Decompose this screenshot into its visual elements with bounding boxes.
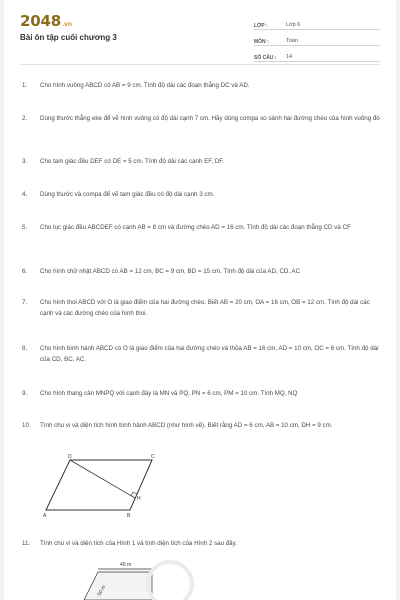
question-3 — [22, 156, 382, 167]
question-10 — [22, 420, 382, 431]
question-text: Tính chu vi và diện tích của Hình 1 và tính diện tích của Hình 2 sau đây. — [40, 540, 237, 547]
question-text: Cho hình bình hành ABCD có O là giao điểm của hai đường chéo và thỏa AB = 16 cm, AD = 10 cm, OC = 6 cm. Tính độ dài của CD, BC, AC. — [40, 345, 379, 363]
meta-label: MÔN : — [254, 39, 269, 45]
question-number: 8. — [22, 345, 28, 352]
question-number: 4. — [22, 191, 28, 198]
question-text: Cho hình thang cân MNPQ với cạnh đáy là MN và PQ, PN = 6 cm, PM = 10 cm. Tính MQ, NQ — [40, 390, 298, 397]
meta-row-class — [254, 16, 380, 30]
dimension-label-side: 50 m — [96, 584, 108, 597]
meta-row-count — [254, 48, 380, 62]
vertex-label-c: C — [151, 454, 155, 460]
watermark-ring — [148, 562, 192, 600]
question-11 — [22, 538, 382, 549]
question-5 — [22, 222, 382, 233]
question-number: 6. — [22, 268, 28, 275]
question-number: 9. — [22, 390, 28, 397]
question-text: Cho lục giác đều ABCDEF có cạnh AB = 8 cm và đường chéo AD = 16 cm. Tính độ dài các đoạn thẳng CD và CF — [40, 224, 351, 231]
question-number: 1. — [22, 82, 28, 89]
worksheet-title: Bài ôn tập cuối chương 3 — [20, 33, 117, 42]
question-text: Tính chu vi và diện tích hình bình hành ABCD (như hình vẽ). Biết rằng AD = 6 cm, AB = 10 cm, DH = 9 cm. — [40, 422, 333, 429]
header-divider — [20, 64, 380, 65]
height-segment-dh — [70, 460, 135, 498]
meta-row-subject — [254, 32, 380, 46]
logo-main: 2048 — [20, 12, 61, 30]
worksheet-header — [4, 0, 396, 62]
question-1 — [22, 80, 382, 91]
question-number: 3. — [22, 158, 28, 165]
meta-value: Toán — [286, 38, 298, 44]
meta-value: 14 — [286, 54, 293, 60]
question-number: 2. — [22, 115, 28, 122]
shape-figure — [74, 556, 234, 600]
dimension-label-top: 40 m — [120, 562, 132, 568]
vertex-label-d: D — [68, 454, 72, 460]
worksheet-page — [4, 0, 396, 600]
site-logo[interactable] — [20, 12, 72, 30]
vertex-label-h: H — [137, 496, 141, 502]
vertex-label-b: B — [127, 513, 131, 519]
question-text: Cho hình thoi ABCD với O là giao điểm của hai đường chéo. Biết AB = 20 cm, OA = 16 cm, OB = 12 cm. Tính độ dài các cạnh và các đường chéo của hình thoi. — [40, 299, 370, 317]
parallelogram-outline — [46, 460, 152, 510]
question-9 — [22, 388, 382, 399]
worksheet-meta — [254, 16, 380, 64]
meta-label: LỚP : — [254, 23, 268, 29]
parallelogram-figure — [34, 452, 164, 520]
question-number: 5. — [22, 224, 28, 231]
question-text: Dùng thước và compa để vẽ tam giác đều có độ dài cạnh 3 cm. — [40, 191, 215, 198]
question-number: 10. — [22, 422, 31, 429]
question-number: 7. — [22, 299, 28, 306]
question-6 — [22, 266, 382, 277]
question-8 — [22, 343, 382, 365]
question-7 — [22, 297, 382, 319]
logo-suffix: .vn — [61, 21, 72, 28]
vertex-label-a: A — [43, 513, 47, 519]
question-text: Dùng thước thẳng eke để vẽ hình vuông có độ dài cạnh 7 cm. Hãy dùng compa so sánh hai đường chéo của hình vuông đó — [40, 115, 380, 122]
question-4 — [22, 189, 382, 200]
question-text: Cho hình chữ nhật ABCD có AB = 12 cm, BC = 9 cm, BD = 15 cm. Tính độ dài của AD, CD, AC — [40, 268, 301, 275]
shape-outline — [84, 572, 152, 600]
meta-value: Lớp 6 — [286, 22, 301, 28]
question-2 — [22, 113, 382, 124]
question-number: 11. — [22, 540, 31, 547]
question-text: Cho tam giác đều DEF có DE = 5 cm. Tính độ dài các cạnh EF, DF. — [40, 158, 225, 165]
meta-label: SỐ CÂU : — [254, 55, 277, 61]
question-text: Cho hình vuông ABCD có AB = 9 cm. Tính độ dài các đoạn thẳng DC và AD. — [40, 82, 250, 89]
